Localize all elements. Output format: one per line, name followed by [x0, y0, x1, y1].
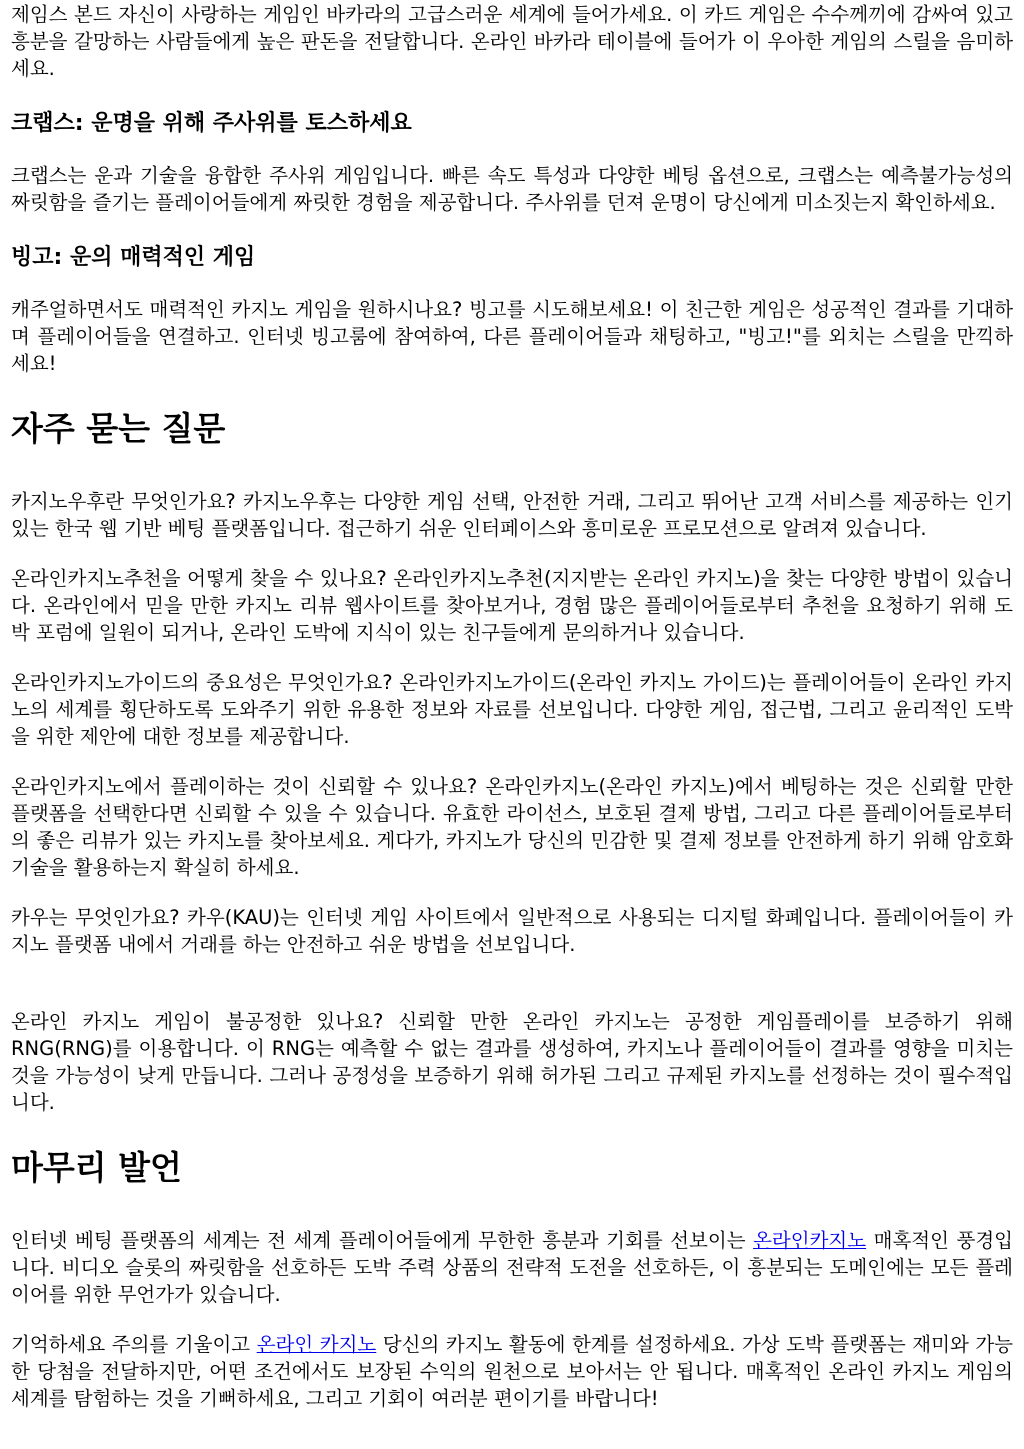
bingo-paragraph: 캐주얼하면서도 매력적인 카지노 게임을 원하시나요? 빙고를 시도해보세요! 이 친근한 게임은 성공적인 결과를 기대하며 플레이어들을 연결하고. 인터넷 빙고룸에 참여하여, 다른 플레이어들과 채팅하고, "빙고!"를 외치는 스릴을 만끽하세요! — [11, 298, 1013, 375]
faq-item: 온라인 카지노 게임이 불공정한 있나요? 신뢰할 만한 온라인 카지노는 공정한 게임플레이를 보증하기 위해 RNG(RNG)를 이용합니다. 이 RNG는 예측할 수 없는 결과를 생성하여, 카지노나 플레이어들이 결과를 영향을 미치는 것을 가능성이 낮게 만듭니다. 그러나 공정성을 보증하기 위해 허가된 그리고 규제된 카지노를 선정하는 것이 필수적입니다. — [11, 1010, 1013, 1114]
closing-heading: 마무리 발언 — [11, 1148, 182, 1187]
faq-item: 카지노우후란 무엇인가요? 카지노우후는 다양한 게임 선택, 안전한 거래, 그리고 뛰어난 고객 서비스를 제공하는 인기 있는 한국 웹 기반 베팅 플랫폼입니다. 접근하기 쉬운 인터페이스와 흥미로운 프로모션으로 알려져 있습니다. — [11, 490, 1013, 540]
closing-p1-text: 인터넷 베팅 플랫폼의 세계는 전 세계 플레이어들에게 무한한 흥분과 기회를 선보이는 — [11, 1229, 754, 1252]
closing-p2-text: 기억하세요 주의를 기울이고 — [11, 1333, 257, 1356]
craps-heading: 크랩스: 운명을 위해 주사위를 토스하세요 — [11, 111, 412, 136]
closing-paragraph-1 — [11, 1227, 1013, 1308]
faq-item: 온라인카지노추천을 어떻게 찾을 수 있나요? 온라인카지노추천(지지받는 온라인 카지노)을 찾는 다양한 방법이 있습니다. 온라인에서 믿을 만한 카지노 리뷰 웹사이트를 찾아보거나, 경험 많은 플레이어들로부터 추천을 요청하기 위해 도박 포럼에 일원이 되거나, 온라인 도박에 지식이 있는 친구들에게 문의하거나 있습니다. — [11, 567, 1013, 644]
faq-item: 카우는 무엇인가요? 카우(KAU)는 인터넷 게임 사이트에서 일반적으로 사용되는 디지털 화폐입니다. 플레이어들이 카지노 플랫폼 내에서 거래를 하는 안전하고 쉬운 방법을 선보입니다. — [11, 906, 1013, 956]
faq-heading: 자주 묻는 질문 — [11, 409, 226, 448]
bingo-heading: 빙고: 운의 매력적인 게임 — [11, 245, 256, 270]
baccarat-paragraph: 제임스 본드 자신이 사랑하는 게임인 바카라의 고급스러운 세계에 들어가세요. 이 카드 게임은 수수께끼에 감싸여 있고 흥분을 갈망하는 사람들에게 높은 판돈을 전달합니다. 온라인 바카라 테이블에 들어가 이 우아한 게임의 스릴을 음미하세요. — [11, 3, 1013, 80]
closing-p1-text-after: 매혹적인 풍경입니다. 비디오 슬롯의 짜릿함을 선호하든 도박 주력 상품의 전략적 도전을 선호하든, 이 흥분되는 도메인에는 모든 플레이어를 위한 무언가가 있습니다. — [11, 1229, 1013, 1306]
craps-paragraph: 크랩스는 운과 기술을 융합한 주사위 게임입니다. 빠른 속도 특성과 다양한 베팅 옵션으로, 크랩스는 예측불가능성의 짜릿함을 즐기는 플레이어들에게 짜릿한 경험을 제공합니다. 주사위를 던져 운명이 당신에게 미소짓는지 확인하세요. — [11, 164, 1013, 214]
online-casino-link-2[interactable]: 온라인 카지노 — [256, 1333, 377, 1356]
closing-p2-text-after: 당신의 카지노 활동에 한계를 설정하세요. 가상 도박 플랫폼는 재미와 가능한 당첨을 전달하지만, 어떤 조건에서도 보장된 수익의 원천으로 보아서는 안 됩니다. 매혹적인 온라인 카지노 게임의 세계를 탐험하는 것을 기뻐하세요, 그리고 기회이 여러분 편이기를 바랍니다! — [11, 1333, 1014, 1410]
faq-item: 온라인카지노에서 플레이하는 것이 신뢰할 수 있나요? 온라인카지노(온라인 카지노)에서 베팅하는 것은 신뢰할 만한 플랫폼을 선택한다면 신뢰할 수 있을 수 있습니다. 유효한 라이선스, 보호된 결제 방법, 그리고 다른 플레이어들로부터의 좋은 리뷰가 있는 카지노를 찾아보세요. 게다가, 카지노가 당신의 민감한 및 결제 정보를 안전하게 하기 위해 암호화 기술을 활용하는지 확실히 하세요. — [11, 775, 1013, 879]
faq-item: 온라인카지노가이드의 중요성은 무엇인가요? 온라인카지노가이드(온라인 카지노 가이드)는 플레이어들이 온라인 카지노의 세계를 횡단하도록 도와주기 위한 유용한 정보와 자료를 선보입니다. 다양한 게임, 접근법, 그리고 윤리적인 도박을 위한 제안에 대한 정보를 제공합니다. — [11, 671, 1013, 748]
article — [0, 1, 1024, 1412]
closing-paragraph-2 — [11, 1331, 1013, 1412]
online-casino-link[interactable]: 온라인카지노 — [753, 1229, 867, 1252]
